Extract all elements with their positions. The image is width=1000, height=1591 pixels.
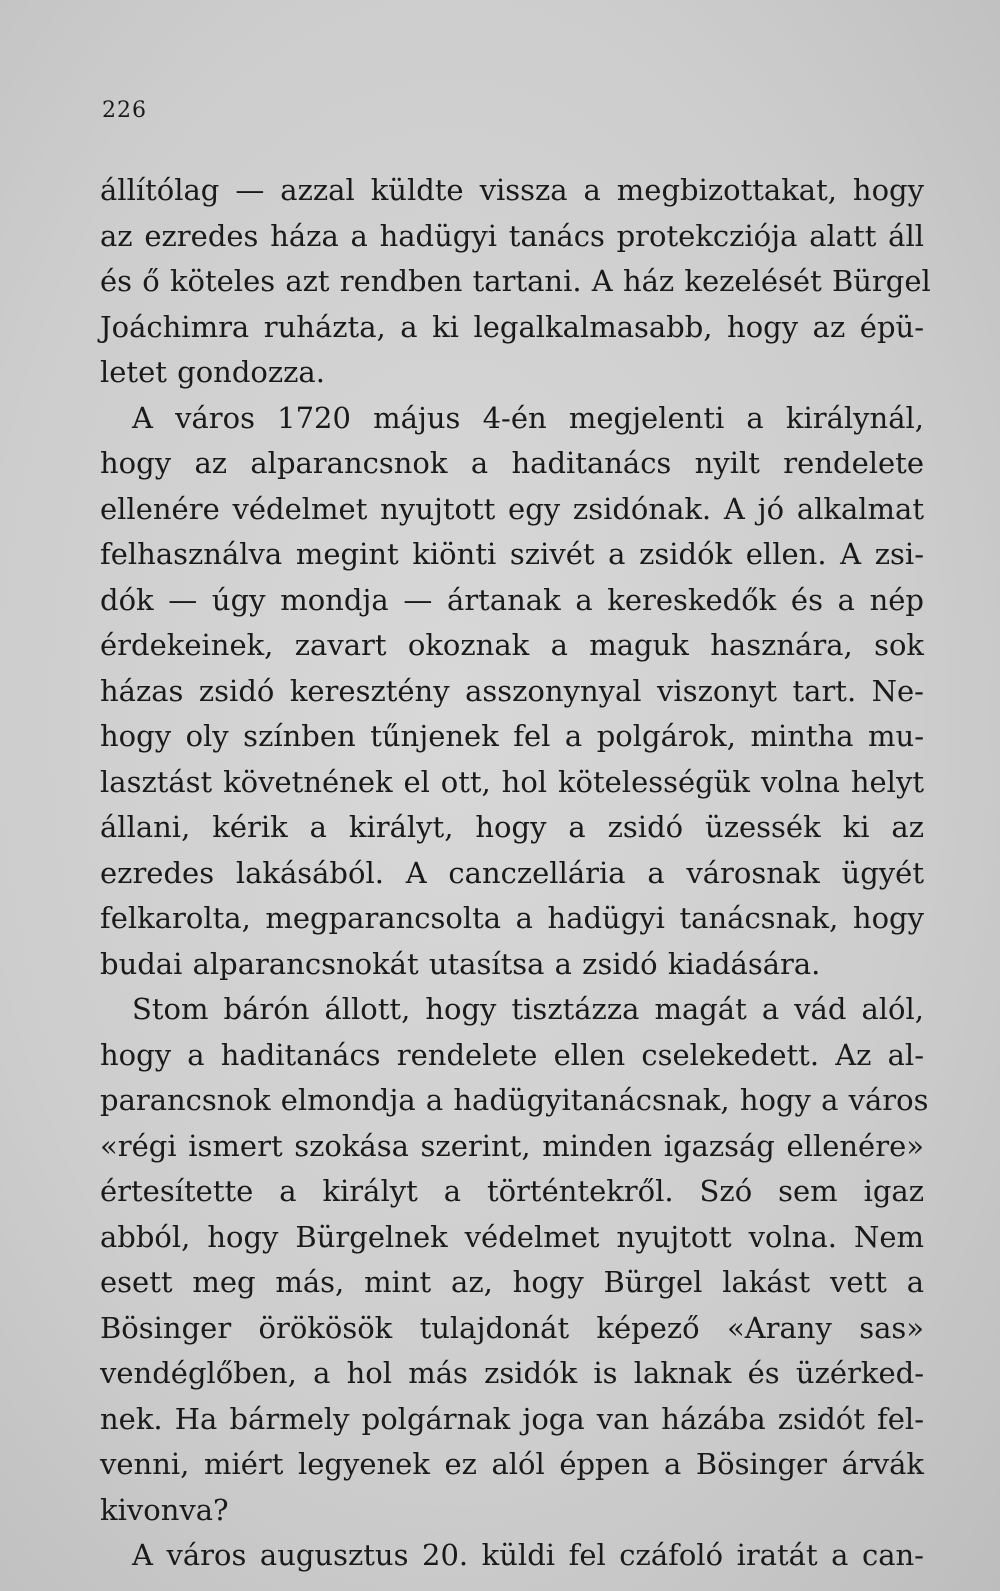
text-line: abból, hogy Bürgelnek védelmet nyujtott volna. Nem (100, 1219, 924, 1254)
text-line: állítólag — azzal küldte vissza a megbizottakat, hogy (100, 173, 924, 207)
text-line: Bösinger örökösök tulajdonát képező «Arany sas» (100, 1310, 924, 1345)
text-line: hogy a haditanács rendelete ellen cselekedett. Az al- (100, 1037, 924, 1072)
text-line: A város augusztus 20. küldi fel czáfoló iratát a can- (132, 1538, 924, 1572)
text-line: budai alparancsnokát utasítsa a zsidó kiadására. (100, 946, 821, 981)
text-line: és ő köteles azt rendben tartani. A ház kezelését Bürgel (100, 264, 931, 298)
text-line: kivonva? (100, 1492, 229, 1527)
text-line: letet gondozza. (100, 355, 325, 389)
text-line: lasztást követnének el ott, hol kötelességük volna helyt (100, 764, 924, 799)
text-line: ellenére védelmet nyujtott egy zsidónak. A jó alkalmat (100, 491, 924, 526)
text-line: hogy oly színben tűnjenek fel a polgárok, mintha mu- (100, 719, 924, 753)
text-line: felkarolta, megparancsolta a hadügyi tanácsnak, hogy (100, 901, 924, 935)
text-line: hogy az alparancsnok a haditanács nyilt rendelete (100, 446, 924, 480)
text-line: vendéglőben, a hol más zsidók is laknak és üzérked- (100, 1356, 924, 1390)
text-line: érdekeinek, zavart okoznak a maguk hasznára, sok (100, 628, 924, 662)
text-line: venni, miért legyenek ez alól éppen a Bösinger árvák (100, 1447, 924, 1481)
text-line: házas zsidó keresztény asszonynyal viszonyt tart. Ne- (100, 673, 924, 708)
text-line: dók — úgy mondja — ártanak a kereskedők és a nép (100, 582, 924, 617)
page-number: 226 (102, 98, 147, 123)
text-line: esett meg más, mint az, hogy Bürgel lakást vett a (100, 1265, 924, 1299)
text-line: Stom bárón állott, hogy tisztázza magát a vád alól, (132, 992, 924, 1026)
text-line: állani, kérik a királyt, hogy a zsidó üzessék ki az (100, 810, 924, 844)
text-line: értesítette a királyt a történtekről. Szó sem igaz (100, 1174, 924, 1208)
text-line: felhasználva megint kiönti szivét a zsidók ellen. A zsi- (100, 537, 924, 571)
text-line: nek. Ha bármely polgárnak joga van házába zsidót fel- (100, 1401, 924, 1436)
text-line: ezredes lakásából. A canczellária a városnak ügyét (100, 855, 924, 890)
text-line: az ezredes háza a hadügyi tanács protekcziója alatt áll (100, 218, 924, 253)
text-line: Joáchimra ruházta, a ki legalkalmasabb, hogy az épü- (100, 309, 924, 344)
text-line: A város 1720 május 4-én megjelenti a királynál, (132, 400, 924, 435)
text-line: parancsnok elmondja a hadügyitanácsnak, hogy a város (100, 1083, 929, 1117)
body-text (100, 168, 931, 1579)
text-line: «régi ismert szokása szerint, minden igazság ellenére» (100, 1128, 924, 1163)
